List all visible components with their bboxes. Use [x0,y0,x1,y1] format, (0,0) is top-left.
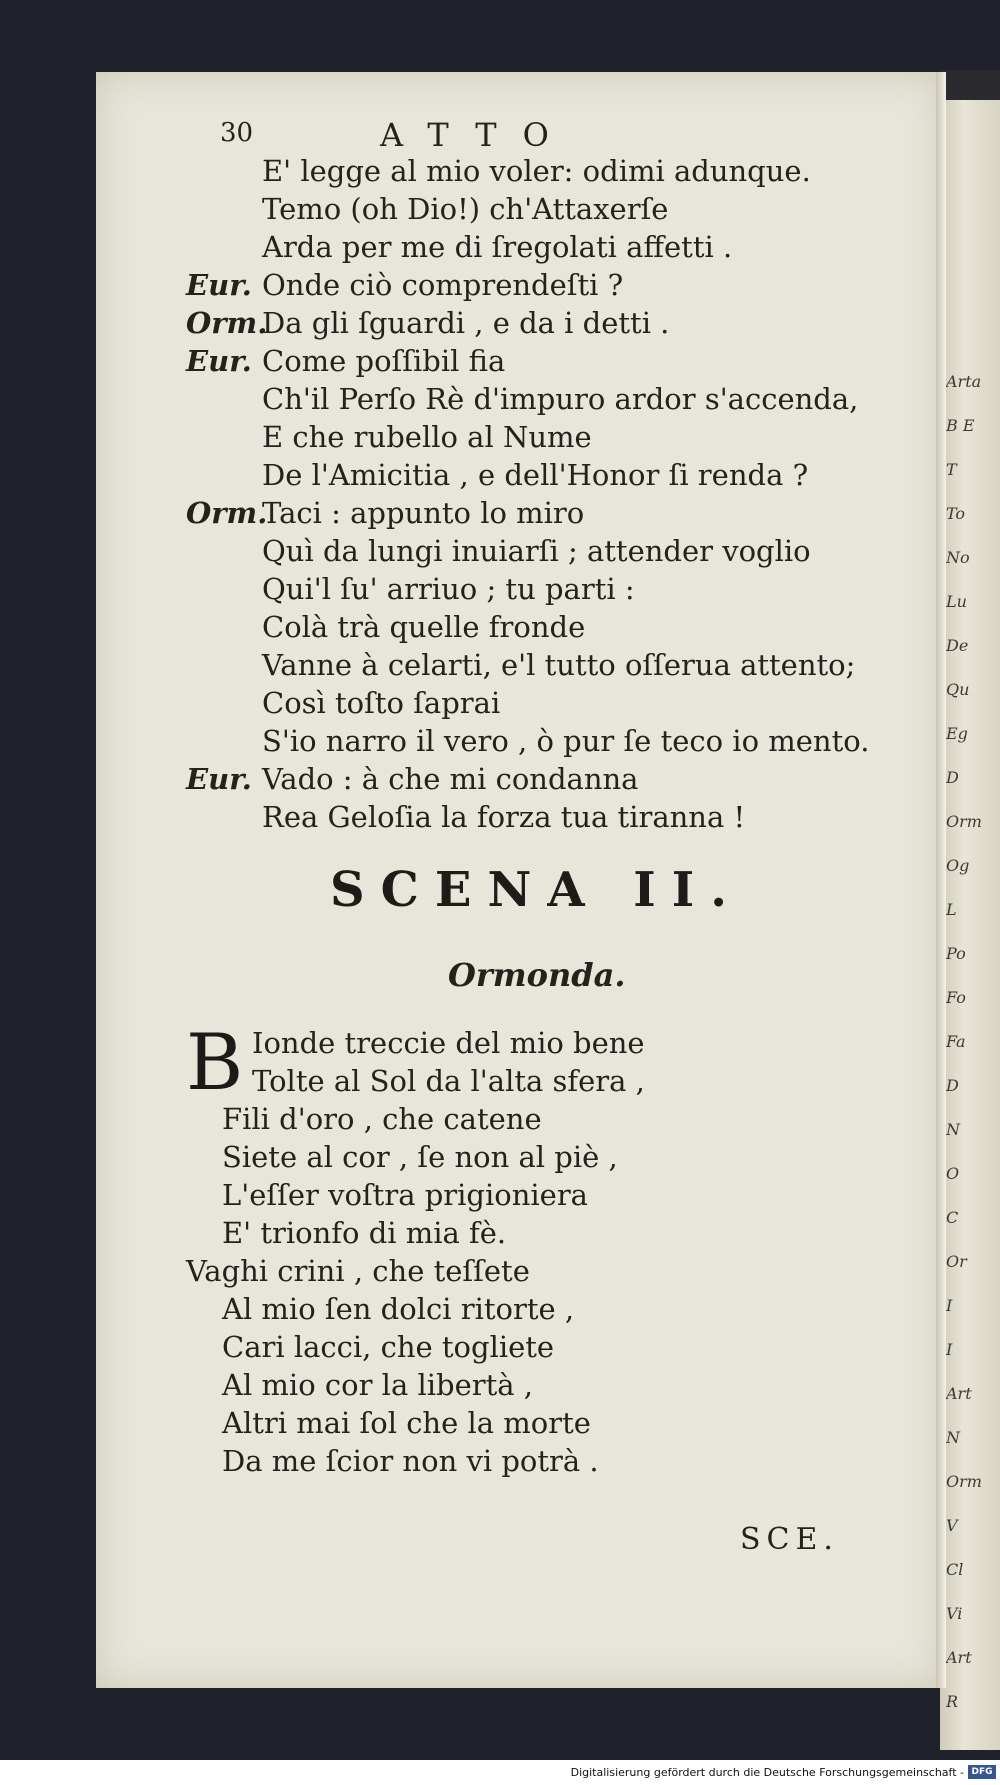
verse-text: Ch'il Perſo Rè d'impuro ardor s'accenda, [262,382,859,416]
verse-text: E che rubello al Nume [262,420,592,454]
aria-line [186,1404,886,1442]
aria-line [186,1214,886,1252]
aria-line [186,1176,886,1214]
verse-text: E' legge al mio voler: odimi adunque. [262,154,811,188]
verse-text: Taci : appunto lo miro [262,496,585,530]
verse-line [186,304,886,342]
adjacent-page [940,70,1000,1750]
verse-text: Rea Geloſia la forza tua tiranna ! [262,800,746,834]
verse-text: Onde ciò comprendeſti ? [262,268,624,302]
speaker-label: Orm. [186,496,268,530]
aria-line [186,1290,886,1328]
aria-text: L'eſſer voſtra prigioniera [222,1178,588,1212]
dfg-logo-icon: DFG [968,1765,996,1779]
speaker-label: Eur. [186,762,252,796]
verse-text: S'io narro il vero , ò pur ſe teco io mento. [262,724,870,758]
verse-text: Colà trà quelle fronde [262,610,586,644]
act-title: ATTO [380,116,575,154]
aria-line [186,1024,886,1062]
verse-line [186,190,886,228]
character-name: Ormonda. [448,956,626,994]
verse-text: Vanne à celarti, e'l tutto oſſerua attento; [262,648,856,682]
speaker-label: Orm. [186,306,268,340]
verse-line [186,418,886,456]
verse-line [186,722,886,760]
aria-verses [186,1018,886,1480]
verse-line [186,456,886,494]
catchword: SCE. [740,1522,839,1557]
verse-line [186,494,886,532]
verse-line [186,646,886,684]
aria-text: Al mio ſen dolci ritorte , [222,1292,575,1326]
verse-text: Così toſto ſaprai [262,686,501,720]
speaker-label: Eur. [186,344,252,378]
verse-line [186,684,886,722]
funding-note: Digitalisierung gefördert durch die Deutsche Forschungsgemeinschaft - [570,1766,964,1779]
aria-text: Da me ſcior non vi potrà . [222,1444,599,1478]
aria-line [186,1442,886,1480]
verse-line [186,532,886,570]
verse-text: Vado : à che mi condanna [262,762,639,796]
aria-text: Cari lacci, che togliete [222,1330,555,1364]
page-gutter [936,72,946,1688]
verse-line [186,266,886,304]
verse-text: Arda per me di ſregolati affetti . [262,230,733,264]
dialogue-lines [186,152,886,836]
verse-line [186,152,886,190]
aria-text: Siete al cor , ſe non al piè , [222,1140,618,1174]
verse-line [186,760,886,798]
verse-line [186,798,886,836]
aria-text: Al mio cor la libertà , [222,1368,533,1402]
speaker-label: Eur. [186,268,252,302]
verse-text: Qui'l ſu' arriuo ; tu parti : [262,572,635,606]
aria-text: Tolte al Sol da l'alta sfera , [252,1064,645,1098]
page-tab [940,70,1000,100]
aria-text: Fili d'oro , che catene [222,1102,542,1136]
verse-text: De l'Amicitia , e dell'Honor ſi renda ? [262,458,809,492]
verse-text: Quì da lungi inuiarſi ; attender voglio [262,534,811,568]
verse-line [186,228,886,266]
aria-line [186,1100,886,1138]
verse-line [186,342,886,380]
aria-line [186,1366,886,1404]
adjacent-page-text: Arta B E T To No Lu De Qu Eg D Orm Og L Po Fo Fa D N O C Or I I Art N Orm V Cl Vi Art R [946,372,982,1711]
aria-line [186,1138,886,1176]
aria-text: Ionde treccie del mio bene [252,1026,645,1060]
page-number: 30 [220,118,254,148]
aria-text: Vaghi crini , che teſſete [186,1254,530,1288]
verse-line [186,608,886,646]
verse-text: Da gli ſguardi , e da i detti . [262,306,670,340]
aria-line [186,1062,886,1100]
verse-text: Come poſſibil fia [262,344,506,378]
verse-line [186,570,886,608]
verse-text: Temo (oh Dio!) ch'Attaxerſe [262,192,669,226]
verse-line [186,380,886,418]
aria-text: E' trionfo di mia fè. [222,1216,507,1250]
aria-line [186,1328,886,1366]
drop-cap: B [186,1018,244,1108]
aria-text: Altri mai ſol che la morte [222,1406,591,1440]
aria-line [186,1252,886,1290]
scene-title: SCENA II. [330,862,743,918]
